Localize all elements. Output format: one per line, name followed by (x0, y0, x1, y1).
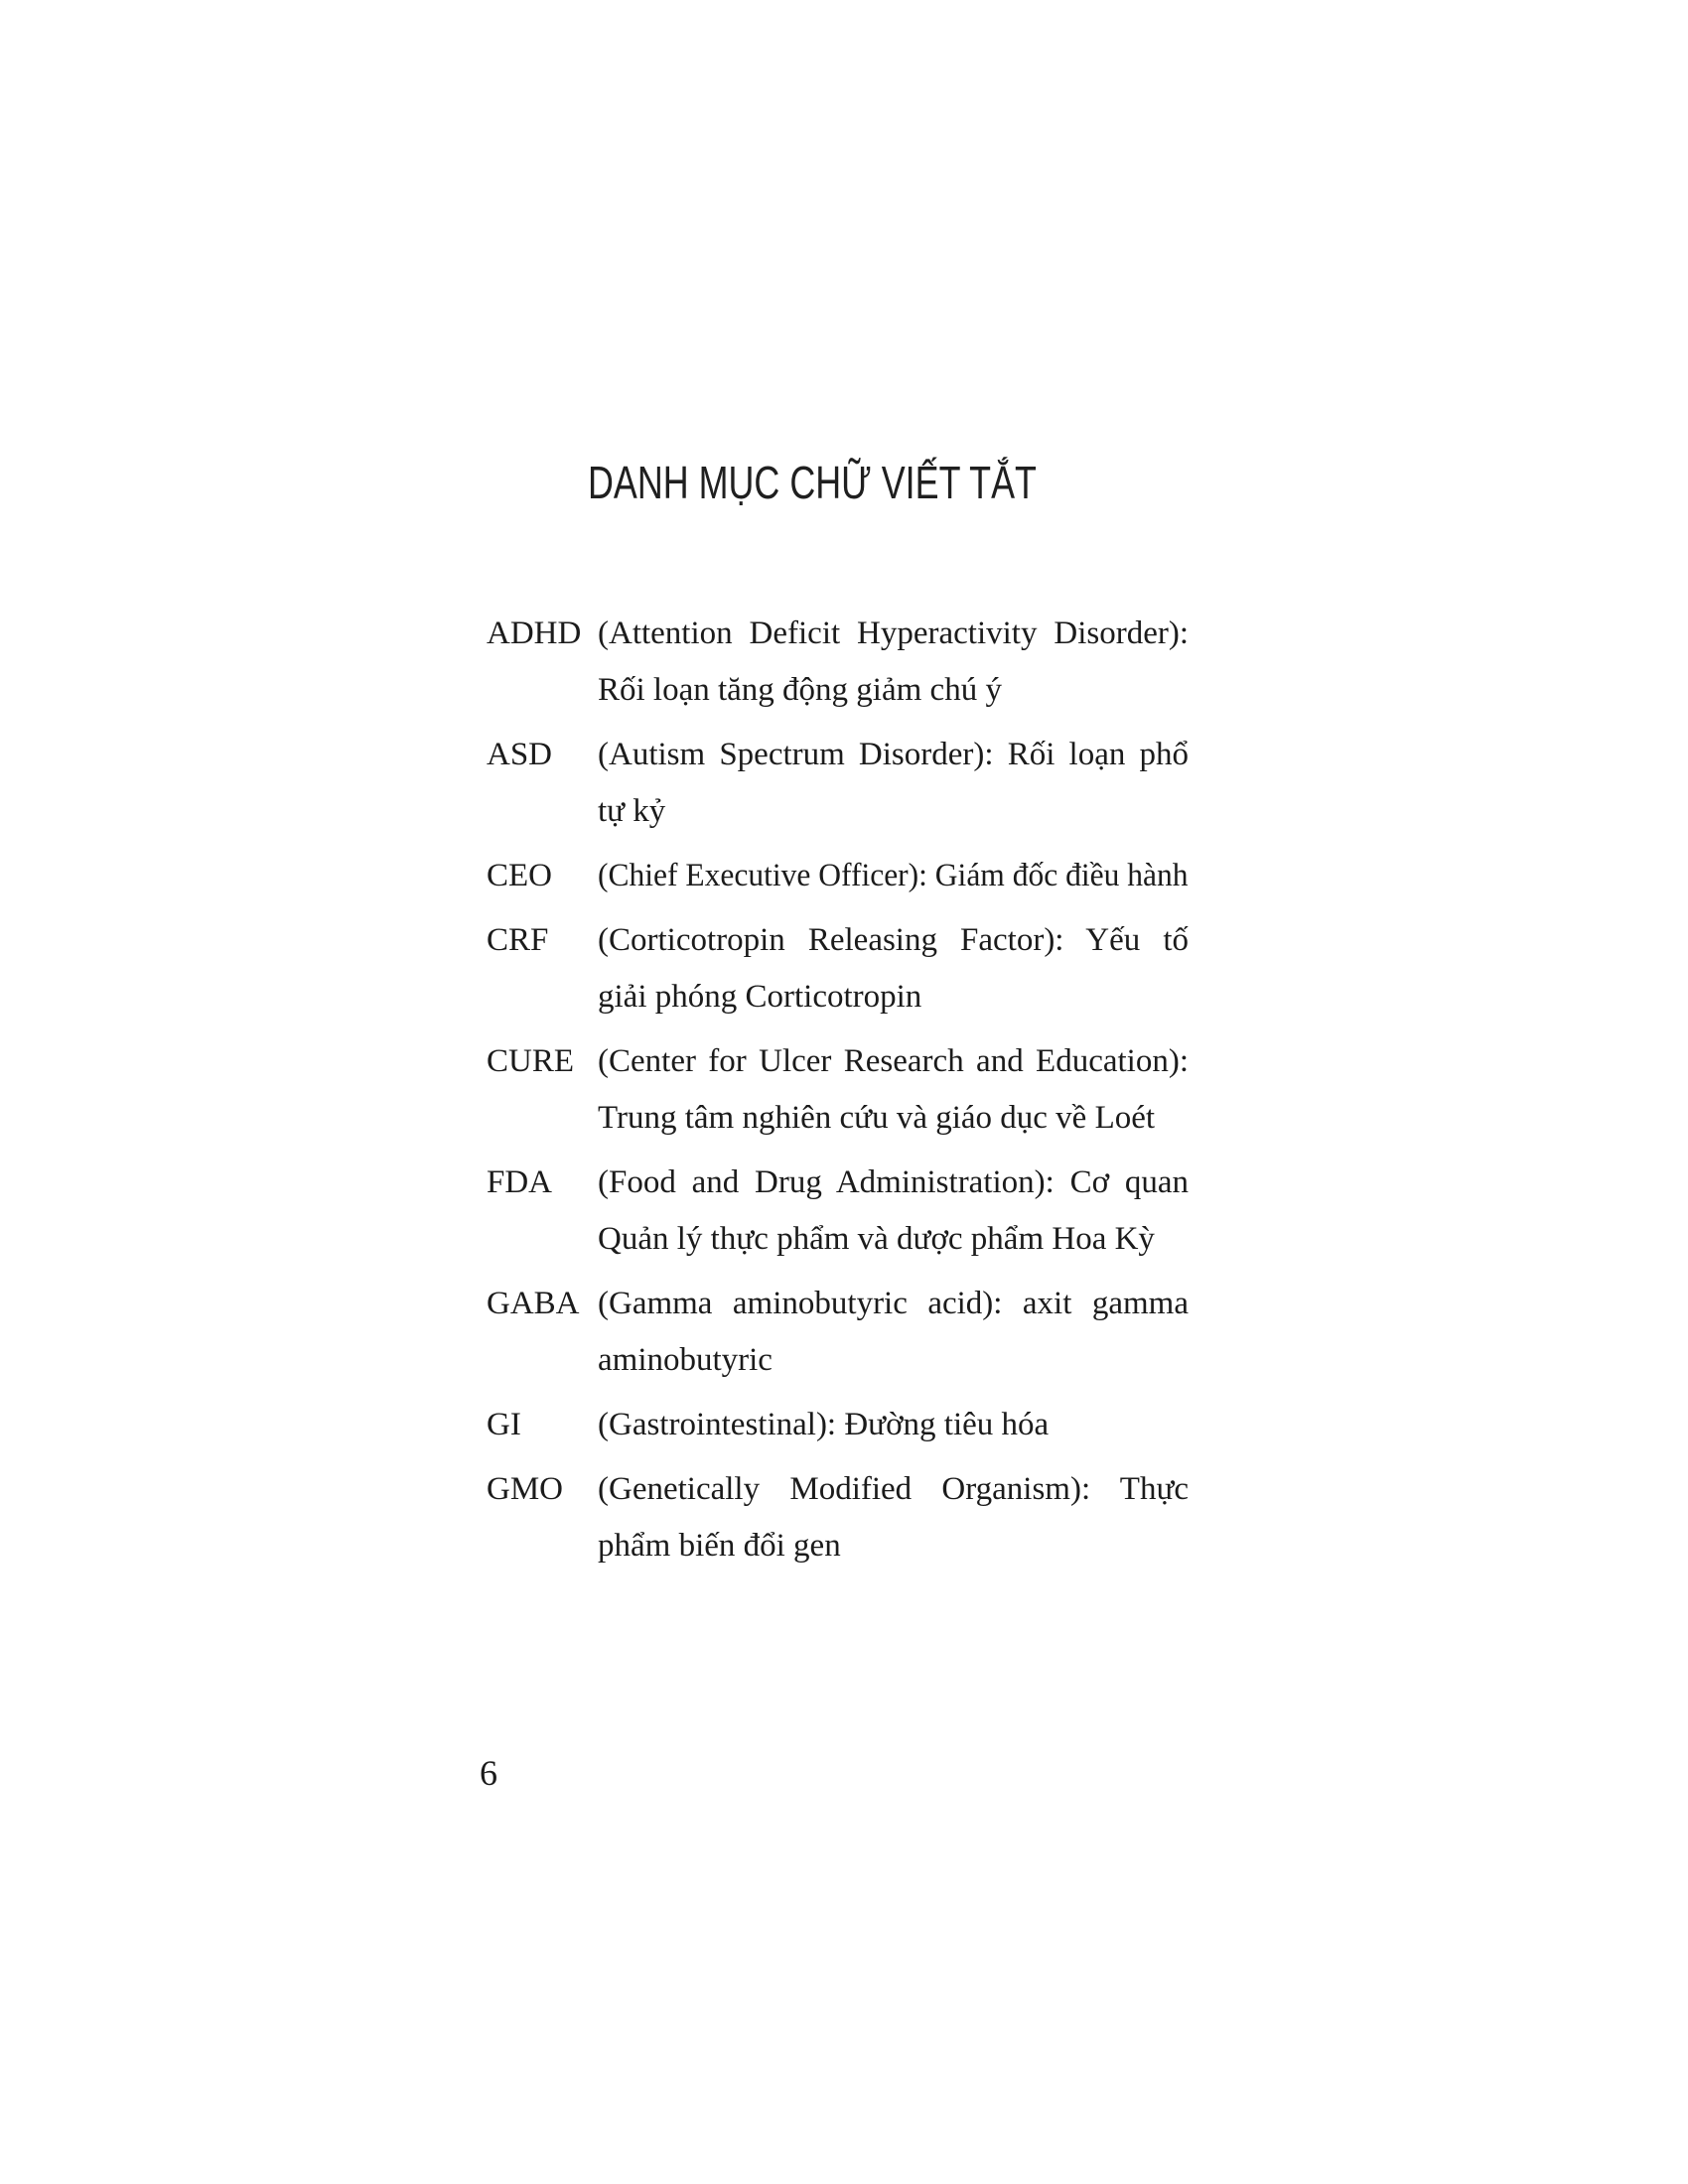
definition-line: aminobutyric (598, 1342, 773, 1378)
abbreviation-definition (598, 1155, 1189, 1268)
abbreviation-entry (487, 848, 1189, 904)
abbreviation-definition (598, 1276, 1189, 1389)
definition-line: tự kỷ (598, 793, 666, 829)
abbreviation-term: ASD (487, 737, 553, 772)
abbreviation-definition (598, 1461, 1189, 1574)
abbreviation-list (487, 606, 1189, 1582)
definition-line: Quản lý thực phẩm và dược phẩm Hoa Kỳ (598, 1221, 1155, 1257)
abbreviation-entry (487, 1033, 1189, 1147)
abbreviation-definition (598, 848, 1189, 904)
definition-line: (Center for Ulcer Research and Education): (598, 1043, 1189, 1079)
definition-line: (Chief Executive Officer): Giám đốc điều hành (598, 858, 1189, 893)
abbreviation-term: CEO (487, 858, 552, 893)
abbreviation-definition (598, 1397, 1189, 1453)
abbreviation-entry (487, 1155, 1189, 1268)
abbreviation-term: GABA (487, 1286, 580, 1321)
abbreviation-entry (487, 912, 1189, 1025)
page-number: 6 (480, 1753, 497, 1793)
definition-line: (Genetically Modified Organism): Thực (598, 1471, 1189, 1507)
abbreviation-term: FDA (487, 1164, 553, 1200)
abbreviation-definition (598, 1033, 1189, 1147)
definition-line: (Autism Spectrum Disorder): Rối loạn phổ (598, 737, 1189, 772)
abbreviation-entry (487, 606, 1189, 719)
abbreviation-term: ADHD (487, 615, 582, 651)
definition-line: (Corticotropin Releasing Factor): Yếu tố (598, 922, 1189, 958)
abbreviation-definition (598, 606, 1189, 719)
abbreviation-term: CURE (487, 1043, 575, 1079)
page-title: DANH MỤC CHỮ VIẾT TẮT (588, 457, 1037, 508)
abbreviation-definition (598, 727, 1189, 840)
definition-line: (Attention Deficit Hyperactivity Disorder): (598, 615, 1189, 651)
definition-line: (Food and Drug Administration): Cơ quan (598, 1164, 1189, 1200)
abbreviation-definition (598, 912, 1189, 1025)
abbreviation-term: GMO (487, 1471, 564, 1507)
abbreviation-entry (487, 1397, 1189, 1453)
definition-line: Rối loạn tăng động giảm chú ý (598, 672, 1002, 708)
definition-line: (Gamma aminobutyric acid): axit gamma (598, 1286, 1189, 1321)
abbreviation-entry (487, 727, 1189, 840)
definition-line: Trung tâm nghiên cứu và giáo dục về Loét (598, 1100, 1156, 1136)
abbreviation-entry (487, 1276, 1189, 1389)
abbreviation-term: CRF (487, 922, 549, 958)
definition-line: (Gastrointestinal): Đường tiêu hóa (598, 1407, 1050, 1442)
definition-line: giải phóng Corticotropin (598, 979, 922, 1015)
abbreviation-entry (487, 1461, 1189, 1574)
definition-line: phẩm biến đổi gen (598, 1528, 841, 1564)
abbreviation-term: GI (487, 1407, 521, 1442)
